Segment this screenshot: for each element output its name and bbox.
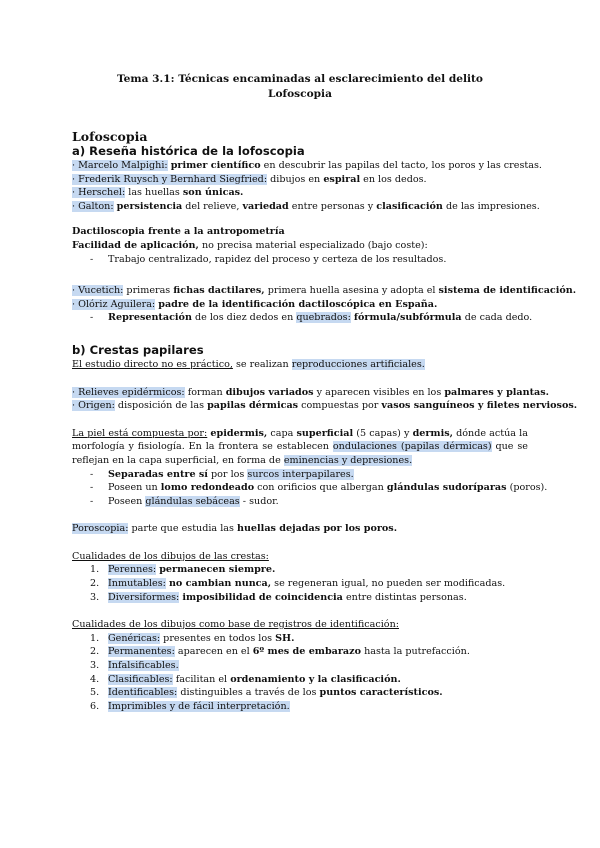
title-line-2: Lofoscopia (268, 87, 332, 100)
poseen2-highlight: glándulas sebáceas (145, 495, 240, 507)
piel-epidermis: epidermis, (210, 427, 268, 439)
poseen1-rest: (poros). (509, 482, 548, 494)
list-number: 2. (90, 646, 100, 658)
herschel-bold: son únicas. (182, 187, 244, 199)
separadas-bold: Separadas entre sí (108, 468, 208, 480)
list-label: Clasificables: (108, 673, 173, 685)
list-bold: imposibilidad de coincidencia (182, 591, 343, 603)
list-item (72, 563, 528, 577)
oloriz-bold: padre de la identificación dactiloscópica en España. (158, 298, 438, 310)
poseen1-bold-1: lomo redondeado (160, 482, 255, 494)
relieves-bold-2: palmares y plantas. (444, 386, 549, 398)
list-label: Identificables: (108, 687, 178, 699)
piel-paragraph (72, 427, 528, 468)
poseen2-pre: Poseen (108, 495, 143, 507)
relieves-bold-1: dibujos variados (225, 386, 314, 398)
list-bold: ordenamiento y la clasificación. (230, 673, 401, 685)
separadas-mid: por los (211, 468, 245, 480)
list-item (72, 673, 528, 687)
galton-bold-2: variedad (242, 200, 289, 212)
poseen1-mid: con orificios que albergan (257, 482, 384, 494)
relieves-label: · Relieves epidérmicos: (72, 386, 185, 398)
galton-bold-1: persistencia (116, 200, 183, 212)
piel-underline: La piel está compuesta por: (72, 427, 208, 439)
galton-line (72, 200, 540, 214)
title-line-1: Tema 3.1: Técnicas encaminadas al esclarecimiento del delito (117, 73, 483, 85)
representacion-highlight: quebrados: (296, 312, 351, 324)
facilidad-line (72, 239, 528, 253)
representacion-list-item (72, 311, 533, 325)
vucetich-name: · Vucetich: (72, 285, 124, 297)
list-label: Perennes: (108, 564, 157, 576)
list-item (72, 686, 528, 700)
origen-pre: disposición de las (117, 400, 204, 412)
vucetich-mid: primera huella asesina y adopta el (267, 285, 436, 297)
poseen1-bold-2: glándulas sudoríparas (386, 482, 507, 494)
piel-text-4: que se reflejan en la capa superficial, en forma de (72, 441, 528, 466)
list-bold: 6º mes de embarazo (252, 646, 361, 658)
list-number: 3. (90, 591, 100, 603)
relieves-pre: forman (187, 386, 223, 398)
origen-line (72, 399, 578, 413)
origen-label: · Origen: (72, 400, 115, 412)
poseen-glandulas-list-item (72, 495, 528, 509)
list-bold: puntos característicos. (319, 687, 443, 699)
poroscopia-line (72, 522, 528, 536)
piel-highlight-2: eminencias y depresiones. (283, 454, 413, 466)
list-label: Permanentes: (108, 646, 175, 658)
origen-bold-2: vasos sanguíneos y filetes nerviosos. (381, 400, 578, 412)
intro-underline: El estudio directo no es práctico, (72, 358, 233, 370)
representacion-rest: de cada dedo. (464, 312, 533, 324)
ruysch-name: · Frederik Ruysch y Bernhard Siegfried: (72, 173, 268, 185)
separadas-list-item (72, 468, 528, 482)
galton-rest: de las impresiones. (445, 200, 540, 212)
section-title-lofoscopia: Lofoscopia (72, 129, 148, 144)
origen-mid: compuestas por (301, 400, 379, 412)
relieves-mid: y aparecen visibles en los (316, 386, 442, 398)
list-bold: SH. (275, 632, 295, 644)
galton-mid-1: del relieve, (185, 200, 240, 212)
list-label: Infalsificables. (108, 660, 179, 672)
list-pre: aparecen en el (177, 646, 250, 658)
cualidades-crestas-list (72, 563, 528, 604)
trabajo-list-item: - Trabajo centralizado, rapidez del proceso y certeza de los resultados. (72, 253, 528, 267)
cualidades-registros-title: Cualidades de los dibujos como base de registros de identificación: (72, 619, 399, 631)
list-rest: se regeneran igual, no pueden ser modificadas. (274, 578, 506, 590)
representacion-bold-1: Representación (108, 312, 192, 324)
dactiloscopia-subtitle: Dactiloscopia frente a la antropometría (72, 226, 285, 238)
galton-name: · Galton: (72, 200, 114, 212)
galton-mid-2: entre personas y (291, 200, 374, 212)
list-pre: presentes en todos los (163, 632, 273, 644)
herschel-line (72, 186, 528, 200)
ruysch-bold: espiral (323, 173, 361, 185)
section-heading-b: b) Crestas papilares (72, 342, 204, 357)
list-number: 6. (90, 700, 100, 712)
intro-mid: se realizan (235, 358, 289, 370)
piel-superficial: superficial (296, 427, 354, 439)
piel-highlight-1: ondulaciones (papilas dérmicas) (332, 441, 492, 453)
herschel-pre: las huellas (128, 187, 180, 199)
piel-text-3: dónde actúa la morfología y fisiología. En la frontera se establecen (72, 427, 528, 453)
list-pre: facilitan el (175, 673, 228, 685)
list-label: Imprimibles y de fácil interpretación. (108, 700, 290, 712)
galton-bold-3: clasificación (376, 200, 443, 212)
list-item (72, 632, 528, 646)
facilidad-bold: Facilidad de aplicación, (72, 239, 199, 251)
poseen2-rest: - sudor. (242, 495, 279, 507)
intro-highlight: reproducciones artificiales. (291, 358, 425, 370)
malpighi-name: · Marcelo Malpighi: (72, 160, 168, 171)
poseen1-pre: Poseen un (108, 482, 158, 494)
list-item (72, 591, 528, 605)
malpighi-line (72, 159, 542, 173)
intro-line (72, 358, 528, 372)
list-number: 3. (90, 660, 100, 672)
vucetich-line (72, 284, 577, 298)
list-number: 4. (90, 673, 100, 685)
poseen-lomo-list-item (72, 481, 548, 495)
list-number: 5. (90, 687, 100, 699)
relieves-line (72, 386, 549, 400)
list-pre: distinguibles a través de los (180, 687, 317, 699)
vucetich-bold-1: fichas dactilares, (173, 285, 265, 297)
piel-dermis: dermis, (412, 427, 453, 439)
list-number: 1. (90, 564, 100, 576)
herschel-name: · Herschel: (72, 187, 126, 199)
poroscopia-label: Poroscopia: (72, 523, 129, 535)
cualidades-crestas-title: Cualidades de los dibujos de las crestas: (72, 550, 269, 562)
list-item (72, 577, 528, 591)
list-number: 1. (90, 632, 100, 644)
separadas-highlight: surcos interpapilares. (247, 468, 354, 480)
representacion-bold-2: fórmula/subfórmula (353, 312, 462, 324)
list-number: 2. (90, 578, 100, 590)
document-title (0, 72, 600, 101)
poroscopia-bold: huellas dejadas por los poros. (236, 523, 398, 535)
oloriz-name: · Olóriz Aguilera: (72, 298, 156, 310)
malpighi-bold: primer científico (170, 160, 261, 171)
list-rest: hasta la putrefacción. (364, 646, 470, 658)
malpighi-rest: en descubrir las papilas del tacto, los poros y las crestas. (263, 160, 542, 171)
list-bold: permanecen siempre. (159, 564, 276, 576)
representacion-mid: de los diez dedos en (195, 312, 294, 324)
oloriz-line (72, 298, 528, 312)
poroscopia-mid: parte que estudia las (131, 523, 234, 535)
cualidades-registros-list (72, 632, 528, 714)
document-body (72, 129, 578, 713)
list-item (72, 700, 528, 714)
list-rest: entre distintas personas. (345, 591, 467, 603)
list-label: Genéricas: (108, 632, 161, 644)
vucetich-bold-2: sistema de identificación. (438, 285, 577, 297)
ruysch-line (72, 173, 528, 187)
ruysch-pre: dibujos en (270, 173, 321, 185)
piel-text-2: (5 capas) y (356, 427, 410, 439)
ruysch-rest: en los dedos. (363, 173, 427, 185)
list-bold: no cambian nunca, (168, 578, 272, 590)
facilidad-rest: no precisa material especializado (bajo coste): (201, 239, 428, 251)
vucetich-pre: primeras (126, 285, 171, 297)
list-label: Diversiformes: (108, 591, 180, 603)
list-label: Inmutables: (108, 578, 166, 590)
list-item (72, 645, 528, 659)
list-item (72, 659, 528, 673)
origen-bold-1: papilas dérmicas (207, 400, 299, 412)
piel-text-1: capa (270, 427, 294, 439)
section-heading-a: a) Reseña histórica de la lofoscopia (72, 144, 305, 158)
